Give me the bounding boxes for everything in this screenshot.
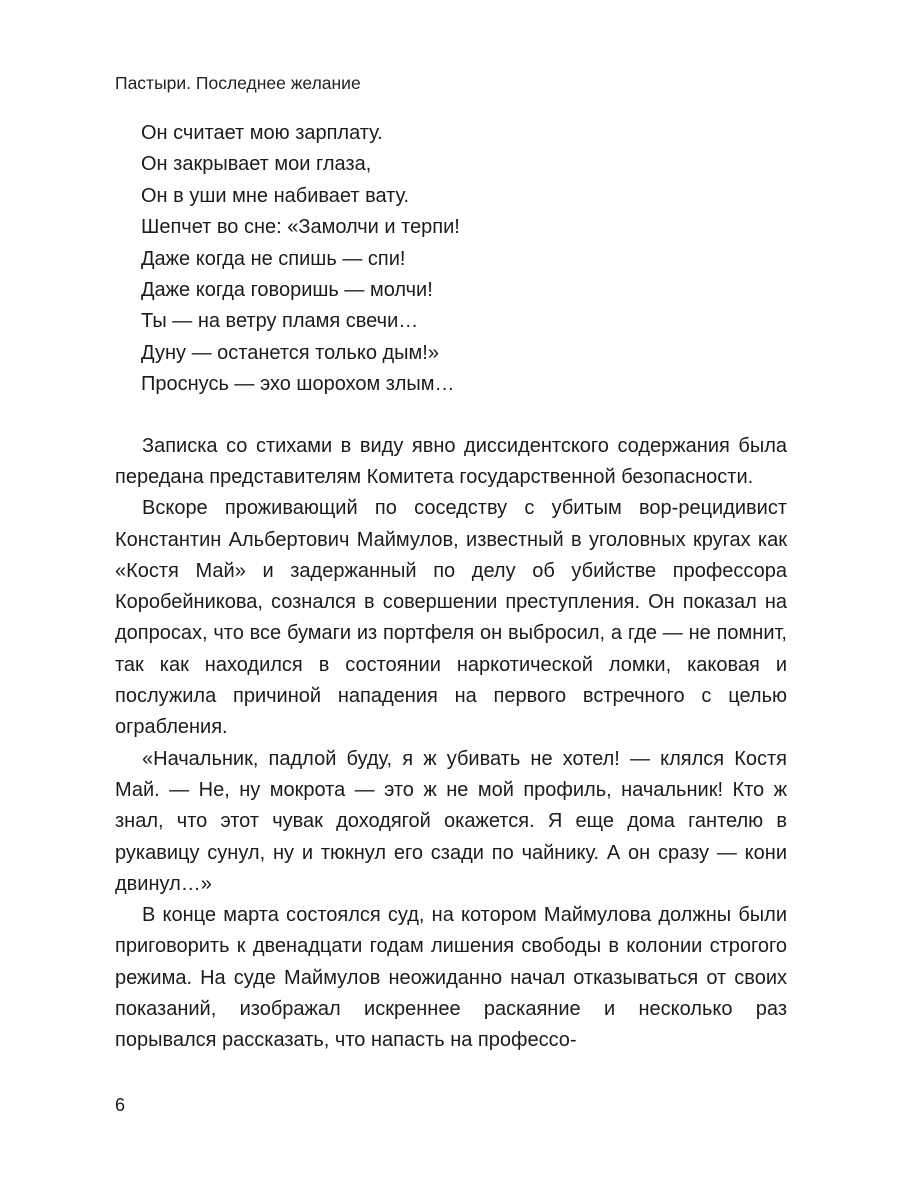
poem-line: Проснусь — эхо шорохом злым…	[141, 373, 455, 396]
poem-line: Он считает мою зарплату.	[141, 122, 383, 144]
paragraph: Вскоре проживающий по соседству с убитым вор-рецидивист Константин Альбертович Маймулов, известный в уголовных кругах как «Костя Май» и задержанный по делу об убийстве профессора Коробейникова, сознался в совершении преступления. Он показал на допросах, что все бумаги из портфеля он выбросил, а где — не помнит, так как находился в состоянии наркотической ломки, каковая и послужила причиной нападения на первого встречного с целью ограбления.	[115, 497, 787, 739]
poem-line: Он закрывает мои глаза,	[141, 153, 372, 176]
poem-block	[141, 118, 787, 401]
body-text	[115, 431, 787, 1057]
poem-line: Дуну — останется только дым!»	[141, 341, 439, 364]
poem-line: Шепчет во сне: «Замолчи и терпи!	[141, 216, 460, 239]
paragraph: В конце марта состоялся суд, на котором Маймулова должны были приговорить к двенадцати годам лишения свободы в колонии строгого режима. На суде Маймулов неожиданно начал отказываться от своих показаний, изображал искреннее раскаяние и несколько раз порывался рассказать, что напасть на профессо-	[115, 904, 787, 1052]
poem-line: Ты — на ветру пламя свечи…	[141, 310, 419, 333]
page-content	[115, 72, 787, 1057]
paragraph: Записка со стихами в виду явно диссидентского содержания была передана представителям Комитета государственной безопасности.	[115, 434, 787, 488]
poem-line: Даже когда не спишь — спи!	[141, 247, 406, 270]
running-header: Пастыри. Последнее желание	[115, 73, 361, 93]
page-number: 6	[115, 1095, 126, 1115]
poem-line: Он в уши мне набивает вату.	[141, 184, 410, 207]
poem-line: Даже когда говоришь — молчи!	[141, 279, 433, 302]
paragraph: «Начальник, падлой буду, я ж убивать не хотел! — клялся Костя Май. — Не, ну мокрота — это ж не мой профиль, начальник! Кто ж знал, что этот чувак доходягой окажется. Я еще дома гантелю в рукавицу сунул, ну и тюкнул его сзади по чайнику. А он сразу — кони двинул…»	[115, 747, 787, 895]
